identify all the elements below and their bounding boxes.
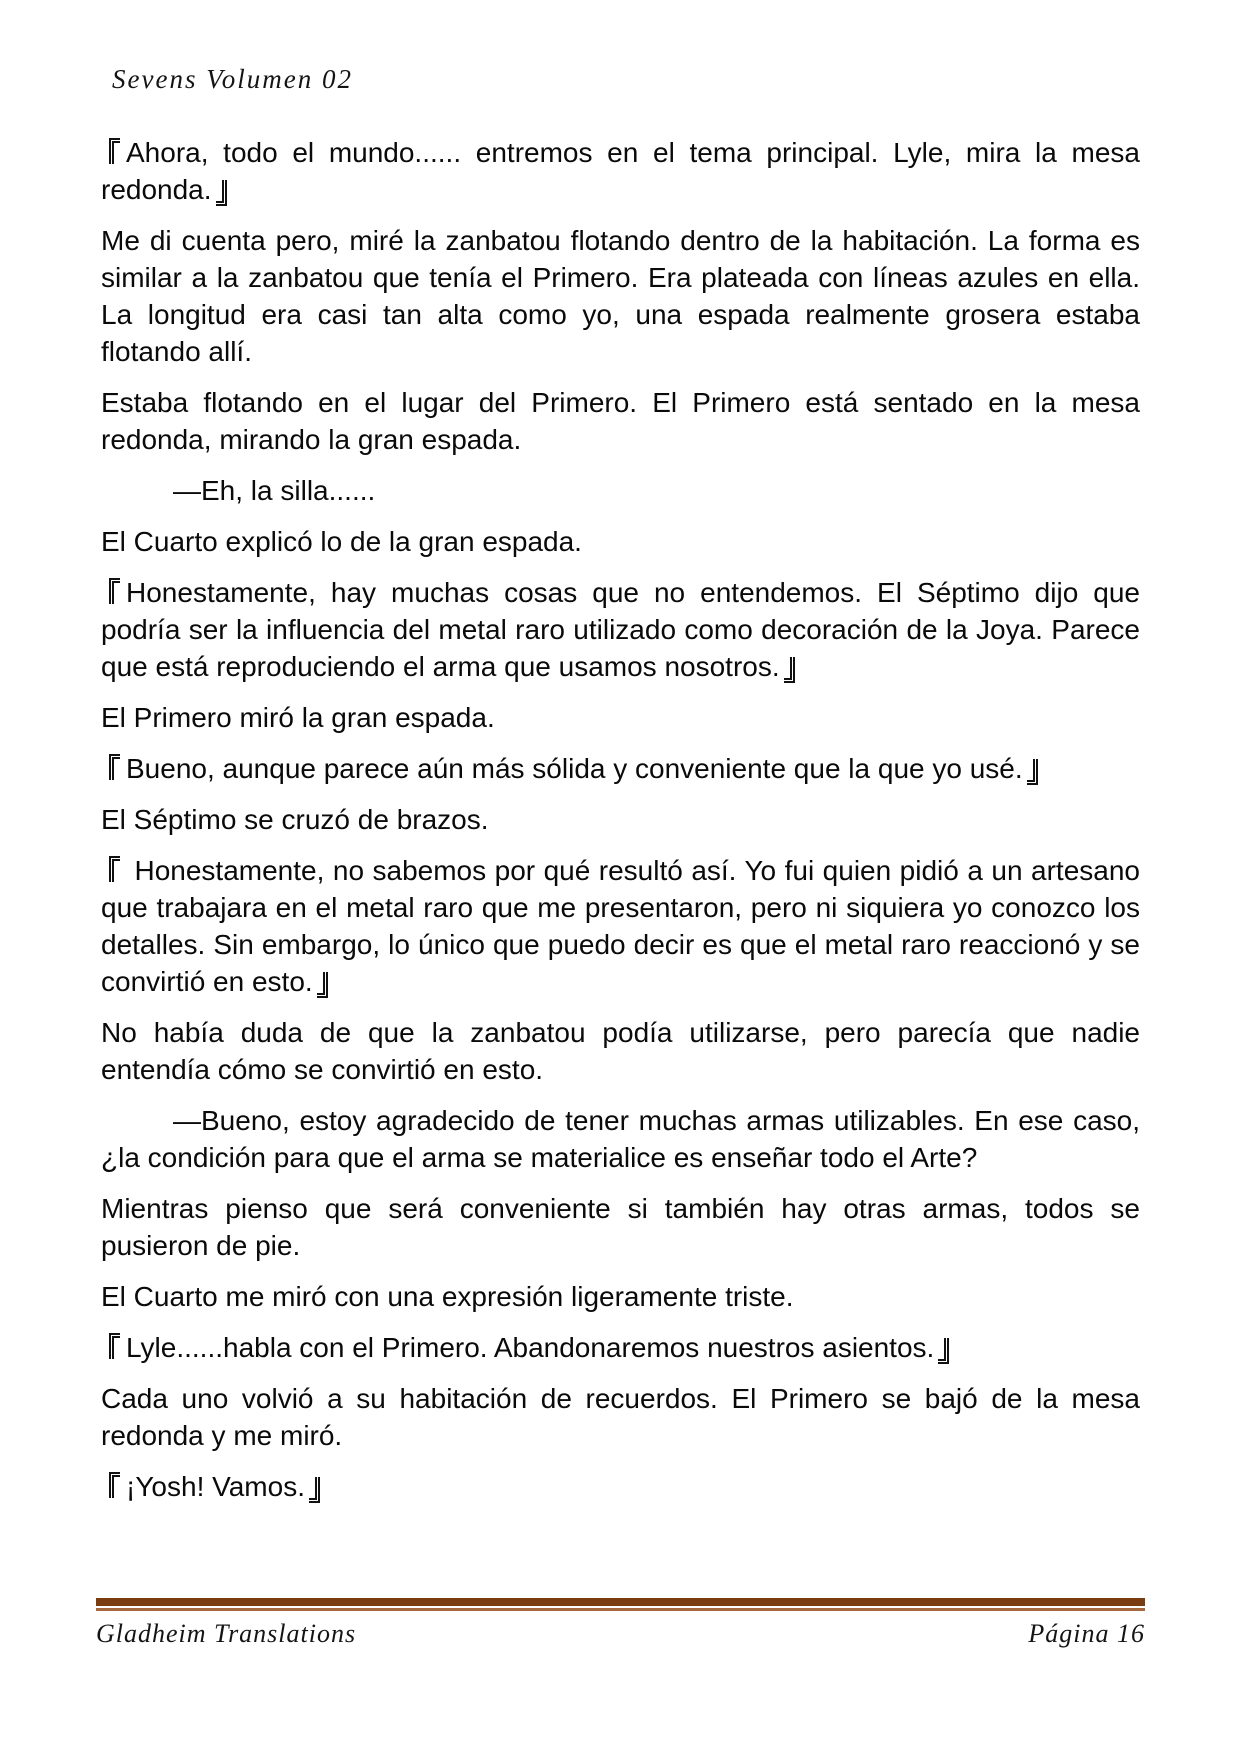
paragraph-dialogue: ¡Yosh! Vamos. [101, 1468, 1140, 1505]
paragraph-dialogue: Honestamente, no sabemos por qué resultó así. Yo fui quien pidió a un artesano que trabajara en el metal raro que me presentaron, pero ni siquiera yo conozco los detalles. Sin embargo, lo único que puedo decir es que el metal raro reaccionó y se convirtió en esto. [101, 855, 1140, 997]
paragraph-dash: —Eh, la silla...... [173, 475, 376, 506]
page-footer [96, 1598, 1145, 1649]
open-corner-bracket [109, 856, 120, 882]
document-body [101, 134, 1140, 1519]
paragraph-dialogue: Honestamente, hay muchas cosas que no entendemos. El Séptimo dijo que podría ser la influencia del metal raro utilizado como decoración de la Joya. Parece que está reproduciendo el arma que usamos nosotros. [101, 577, 1140, 682]
page-header [112, 64, 353, 95]
open-corner-bracket [109, 138, 120, 164]
footer-text-row [96, 1619, 1145, 1649]
footer-rule-thick-bar [96, 1598, 1145, 1606]
translator-credit: Gladheim Translations [96, 1619, 357, 1648]
book-title: Sevens Volumen 02 [112, 64, 353, 94]
paragraph-narration: No había duda de que la zanbatou podía utilizarse, pero parecía que nadie entendía cómo se convirtió en esto. [101, 1017, 1140, 1085]
paragraph-narration: Mientras pienso que será conveniente si también hay otras armas, todos se pusieron de pie. [101, 1193, 1140, 1261]
paragraph-narration: Cada uno volvió a su habitación de recuerdos. El Primero se bajó de la mesa redonda y me miró. [101, 1383, 1140, 1451]
paragraph-dialogue: Lyle......habla con el Primero. Abandonaremos nuestros asientos. [101, 1329, 1140, 1366]
paragraph-dash: —Bueno, estoy agradecido de tener muchas armas utilizables. En ese caso, ¿la condición para que el arma se materialice es enseñar todo el Arte? [101, 1105, 1140, 1173]
close-corner-bracket [784, 657, 795, 683]
open-corner-bracket [109, 754, 120, 780]
open-corner-bracket [109, 1472, 120, 1498]
close-corner-bracket [1027, 759, 1038, 785]
footer-rule [96, 1598, 1145, 1611]
close-corner-bracket [317, 972, 328, 998]
close-corner-bracket [216, 180, 227, 206]
paragraph-narration: Estaba flotando en el lugar del Primero. El Primero está sentado en la mesa redonda, mirando la gran espada. [101, 387, 1140, 455]
close-corner-bracket [309, 1477, 320, 1503]
footer-rule-thin-bar [96, 1608, 1145, 1611]
paragraph-narration: El Cuarto explicó lo de la gran espada. [101, 526, 582, 557]
open-corner-bracket [109, 1333, 120, 1359]
paragraph-narration: Me di cuenta pero, miré la zanbatou flotando dentro de la habitación. La forma es similar a la zanbatou que tenía el Primero. Era plateada con líneas azules en ella. La longitud era casi tan alta como yo, una espada realmente grosera estaba flotando allí. [101, 225, 1140, 367]
paragraph-narration: El Séptimo se cruzó de brazos. [101, 804, 489, 835]
close-corner-bracket [938, 1338, 949, 1364]
paragraph-narration: El Cuarto me miró con una expresión ligeramente triste. [101, 1281, 794, 1312]
paragraph-dialogue: Ahora, todo el mundo...... entremos en el tema principal. Lyle, mira la mesa redonda. [101, 137, 1140, 205]
paragraph-dialogue: Bueno, aunque parece aún más sólida y conveniente que la que yo usé. [101, 750, 1140, 787]
open-corner-bracket [109, 578, 120, 604]
paragraph-narration: El Primero miró la gran espada. [101, 702, 495, 733]
page-number: Página 16 [1028, 1619, 1145, 1648]
